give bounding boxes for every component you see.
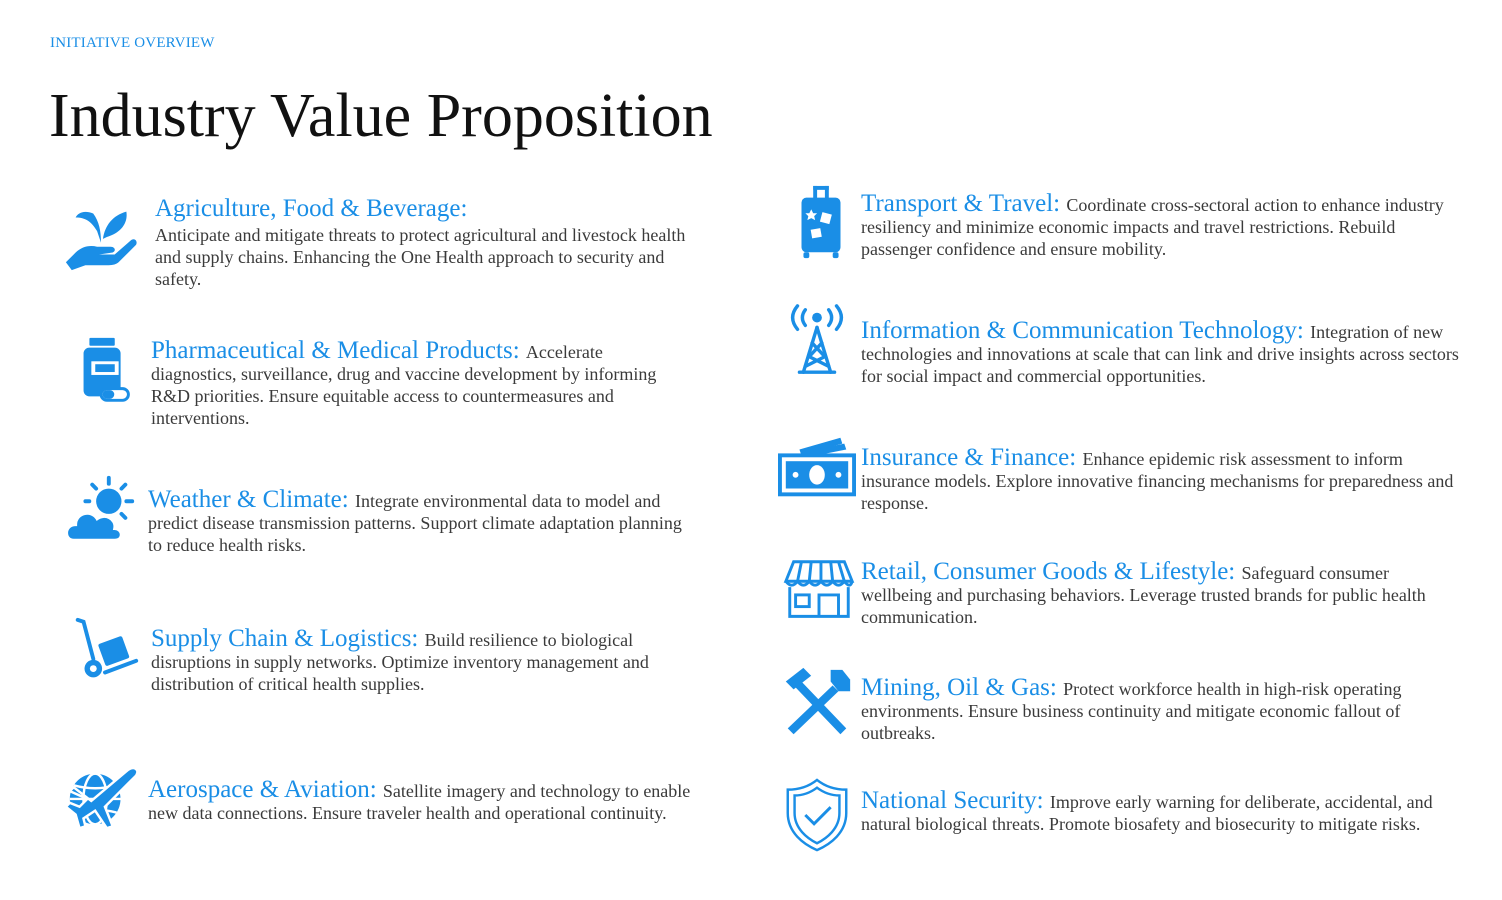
item-description: Integration of new technologies and innovations at scale that can link and drive insights across sectors for social impact and commercial opportunities. [861,322,1459,386]
item-text [861,190,1461,260]
item-heading: Information & Communication Technology: [861,317,1311,344]
section-eyebrow: INITIATIVE OVERVIEW [50,35,215,51]
item-text [151,625,691,695]
sun-cloud-icon [62,472,140,550]
shield-check-icon [778,776,856,854]
item-description: Protect workforce health in high-risk operating environments. Ensure business continuity and mitigate economic fallout of outbreaks. [861,679,1402,743]
storefront-icon [780,552,858,630]
item-text [151,337,671,429]
page-title: Industry Value Proposition [49,82,713,150]
item-description: Safeguard consumer wellbeing and purchasing behaviors. Leverage trusted brands for public health communication. [861,563,1426,627]
globe-airplane-icon [62,758,140,836]
item-heading: Aerospace & Aviation: [148,776,383,803]
item-text [861,674,1461,744]
item-heading: Transport & Travel: [861,190,1067,217]
item-description: Anticipate and mitigate threats to protect agricultural and livestock health and supply chains. Enhancing the One Health approach to security and safety. [155,225,686,289]
hand-with-sprout-icon [62,196,140,274]
item-heading: Supply Chain & Logistics: [151,625,425,652]
crossed-hammers-icon [778,664,856,742]
item-text [861,558,1461,628]
item-description: Integrate environmental data to model and predict disease transmission patterns. Support climate adaptation planning to reduce health risks. [148,491,682,555]
item-description: Build resilience to biological disruptions in supply networks. Optimize inventory management and distribution of critical health supplies. [151,630,649,694]
item-heading: Retail, Consumer Goods & Lifestyle: [861,558,1242,585]
medicine-bottle-icon [66,334,144,412]
item-description: Accelerate diagnostics, surveillance, drug and vaccine development by informing R&D priorities. Ensure equitable access to countermeasures and interventions. [151,342,657,428]
item-description: Satellite imagery and technology to enable new data connections. Ensure traveler health and operational continuity. [148,781,691,823]
item-description: Improve early warning for deliberate, accidental, and natural biological threats. Promote biosafety and biosecurity to mitigate risks. [861,792,1433,834]
suitcase-icon [782,184,860,262]
banknote-icon [778,430,856,508]
item-heading: Mining, Oil & Gas: [861,674,1064,701]
item-heading: Agriculture, Food & Beverage: [155,195,468,222]
item-text [861,317,1461,387]
item-description: Enhance epidemic risk assessment to inform insurance models. Explore innovative financing mechanisms for preparedness and response. [861,449,1454,513]
hand-truck-icon [66,614,144,692]
item-heading: Insurance & Finance: [861,444,1083,471]
item-text [148,486,693,556]
antenna-tower-icon [778,302,856,380]
item-text [148,776,703,824]
item-text [861,444,1461,514]
item-text [155,194,700,290]
item-description: Coordinate cross-sectoral action to enhance industry resiliency and minimize economic impacts and travel restrictions. Rebuild passenger confidence and ensure mobility. [861,195,1444,259]
item-heading: Pharmaceutical & Medical Products: [151,337,526,364]
item-heading: National Security: [861,787,1050,814]
item-heading: Weather & Climate: [148,486,355,513]
item-text [861,787,1461,835]
